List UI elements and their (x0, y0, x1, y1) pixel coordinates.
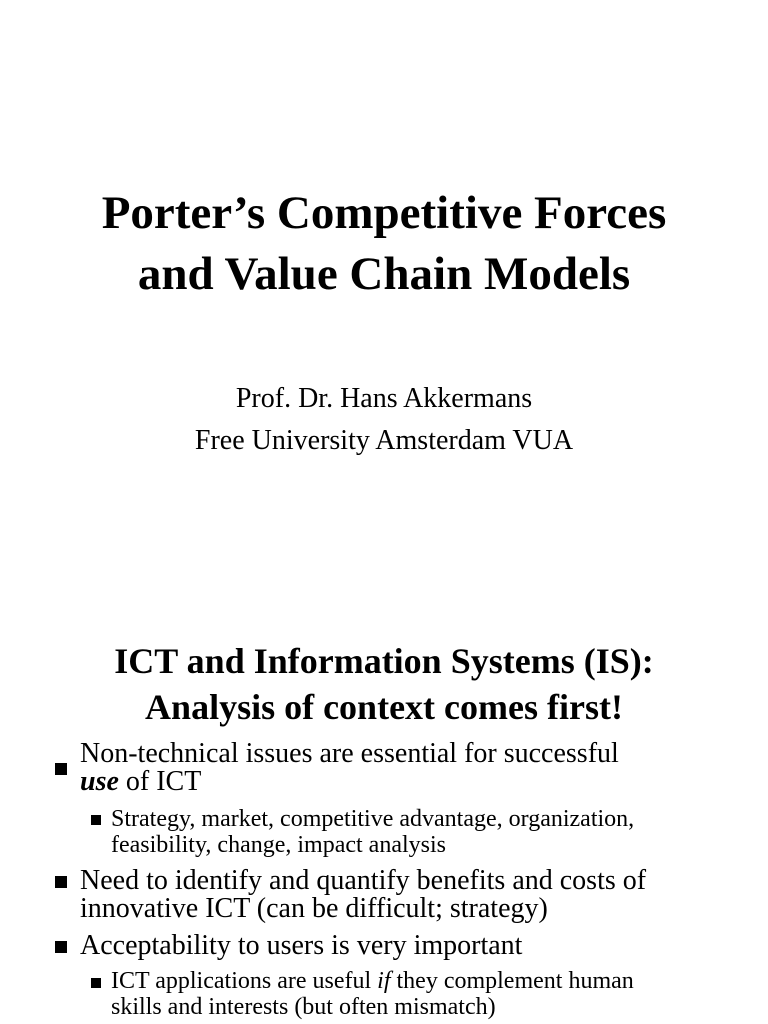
section-heading (0, 638, 768, 730)
author-affiliation: Free University Amsterdam VUA (194, 425, 574, 456)
bullet-item-3 (80, 932, 522, 960)
author-block (0, 378, 768, 462)
sub-bullet-1-line-1: Strategy, market, competitive advantage, organization, (111, 806, 635, 832)
sub-bullet-3-line-1 (111, 968, 634, 994)
section-heading-line-2: Analysis of context comes first! (145, 687, 623, 727)
title-line-1: Porter’s Competitive Forces (101, 187, 667, 239)
sub-bullet-3-line-2: skills and interests (but often mismatch) (111, 994, 496, 1020)
title-line-2: and Value Chain Models (137, 248, 631, 300)
sub-bullet-square-icon (91, 815, 101, 825)
bullet-item-1 (80, 740, 619, 796)
bullet-2-line-1: Need to identify and quantify benefits and costs of (80, 865, 647, 896)
sub-bullet-square-icon (91, 978, 101, 988)
sub-bullet-3-pre: ICT applications are useful (111, 968, 378, 994)
bullet-2-line-2: innovative ICT (can be difficult; strategy) (80, 893, 548, 924)
bullet-square-icon (55, 763, 67, 775)
bullet-1-line-1: Non-technical issues are essential for successful (80, 738, 619, 769)
sub-bullet-item-1 (111, 806, 634, 858)
slide-title (0, 183, 768, 305)
sub-bullet-3-post: they complement human (390, 968, 634, 994)
bullet-1-emphasis: use (80, 766, 119, 797)
sub-bullet-1-line-2: feasibility, change, impact analysis (111, 832, 447, 858)
bullet-1-line-2 (80, 768, 619, 796)
bullet-3-line-1: Acceptability to users is very important (80, 930, 523, 961)
sub-bullet-item-3 (111, 968, 634, 1020)
sub-bullet-3-emphasis: if (377, 968, 391, 994)
section-heading-line-1: ICT and Information Systems (IS): (114, 641, 654, 681)
bullet-item-2 (80, 867, 646, 923)
bullet-square-icon (55, 876, 67, 888)
bullet-square-icon (55, 941, 67, 953)
author-name: Prof. Dr. Hans Akkermans (235, 383, 533, 414)
bullet-1-line-2-rest: of ICT (118, 766, 202, 797)
